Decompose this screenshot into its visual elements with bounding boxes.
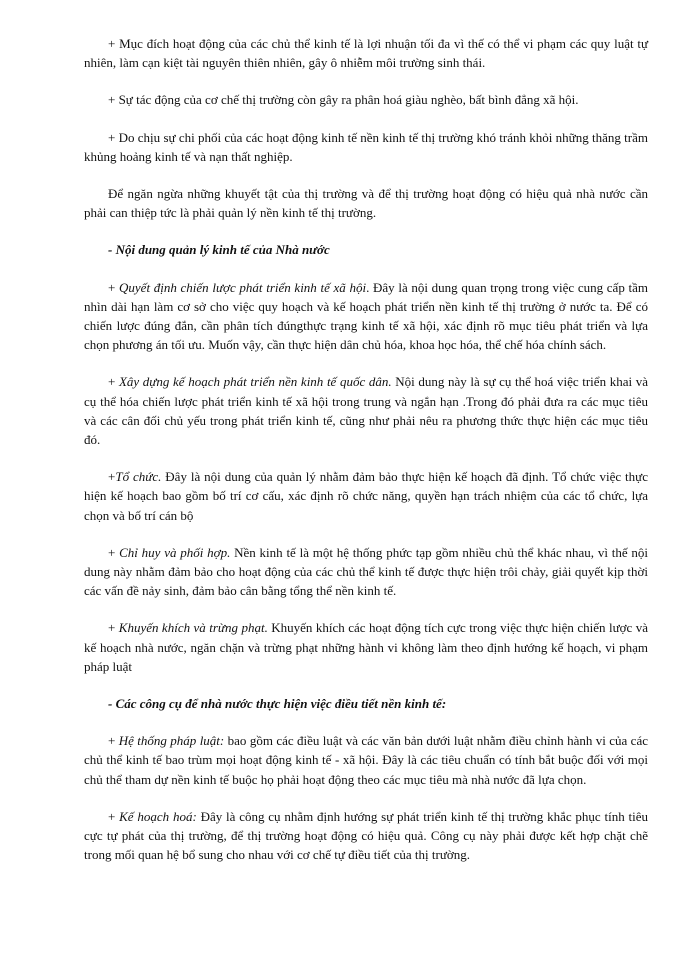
item-prefix: + bbox=[108, 808, 120, 824]
item-term: Hệ thống pháp luật: bbox=[118, 733, 225, 749]
item-text: Đây là nội dung của quản lý nhằm đảm bảo thực hiện kế hoạch đã định. Tổ chức việc thực hiện kế hoạch bao gồm bố trí cơ cấu, xác định rõ chức năng, quyền hạn trách nhiệm của các tổ chức, lựa chọn và bố trí cán bộ bbox=[84, 469, 648, 523]
section-heading-regulation-tools: - Các công cụ để nhà nước thực hiện việc điều tiết nền kinh tế: bbox=[108, 696, 447, 712]
item-organization bbox=[84, 467, 648, 525]
item-term: Khuyến khích và trừng phạt. bbox=[118, 620, 268, 636]
item-text: . Đây là nội dung quan trọng trong việc cung cấp tầm nhìn dài hạn làm cơ sở cho việc quy hoạch và kế hoạch phát triển nền kinh tế thị trường ở nước ta. Để có chiến lược đúng đắn, cần phân tích đúngthực trạng kinh tế xã hội, xác định rõ mục tiêu phát triển và lựa chọn phương án tối ưu. Muốn vậy, cần thực hiện dân chủ hóa, khoa học hóa, thể chế hóa chính sách. bbox=[84, 279, 648, 353]
paragraph-inequality: + Sự tác động của cơ chế thị trường còn gây ra phân hoá giàu nghèo, bất bình đẳng xã hội. bbox=[108, 92, 579, 108]
item-term: Quyết định chiến lược phát triển kinh tế xã hội bbox=[119, 279, 367, 295]
item-term: Tổ chức. bbox=[115, 469, 162, 485]
paragraph-crisis-unemployment: + Do chịu sự chi phối của các hoạt động kinh tế nền kinh tế thị trường khó tránh khỏi những thăng trầm khủng hoảng kinh tế và nạn thất nghiệp. bbox=[84, 129, 648, 164]
item-text: Nội dung này là sự cụ thể hoá việc triển khai và cụ thể hóa chiến lược phát triển kinh tế xã hội trong trung và ngắn hạn .Trong đó phải đưa ra các mục tiêu và các cân đối chủ yếu trong phát triển kinh tế, cũng như phải nêu ra phương thức thực hiện các mục tiêu đó. bbox=[84, 374, 648, 448]
item-reward-punishment bbox=[84, 618, 648, 676]
item-text: bao gồm các điều luật và các văn bản dưới luật nhằm điều chỉnh hành vi của các chủ thể kinh tế bao trùm mọi hoạt động kinh tế - xã hội. Đây là các tiêu chuẩn có tính bắt buộc đối với mọi chủ thể tham dự nền kinh tế buộc họ phải hoạt động theo các mục tiêu mà nhà nước đã lựa chọn. bbox=[84, 733, 648, 787]
item-prefix: + bbox=[108, 279, 120, 295]
item-strategy bbox=[84, 278, 648, 355]
item-planning bbox=[84, 372, 648, 449]
section-heading-management-content: - Nội dung quản lý kinh tế của Nhà nước bbox=[108, 242, 330, 258]
item-prefix: + bbox=[108, 544, 120, 560]
item-term: Xây dựng kế hoạch phát triển nền kinh tế quốc dân. bbox=[118, 374, 392, 390]
paragraph-state-intervention: Để ngăn ngừa những khuyết tật của thị trường và để thị trường hoạt động có hiệu quả nhà nước cần phải can thiệp tức là phải quản lý nền kinh tế thị trường. bbox=[84, 186, 648, 221]
item-economic-planning bbox=[84, 807, 648, 865]
item-legal-system bbox=[84, 731, 648, 789]
item-command-coordination bbox=[84, 543, 648, 601]
paragraph-profit-motive: + Mục đích hoạt động của các chủ thể kinh tế là lợi nhuận tối đa vì thế có thể vi phạm các quy luật tự nhiên, làm cạn kiệt tài nguyên thiên nhiên, gây ô nhiễm môi trường sinh thái. bbox=[84, 36, 648, 71]
item-text: Nền kinh tế là một hệ thống phức tạp gồm nhiều chủ thể khác nhau, vì thế nội dung này nhằm đảm bảo cho hoạt động của các chủ thể kinh tế được thực hiện trôi chảy, giải quyết kịp thời các vấn đề nảy sinh, đảm bảo cân bằng tổng thể nền kinh tế. bbox=[84, 544, 648, 599]
item-prefix: + bbox=[108, 620, 119, 636]
item-term: Chỉ huy và phối hợp. bbox=[119, 544, 231, 560]
item-term: Kế hoạch hoá: bbox=[119, 808, 197, 824]
item-prefix: + bbox=[108, 374, 119, 390]
item-text: Khuyến khích các hoạt động tích cực trong việc thực hiện chiến lược và kế hoạch nhà nước, ngăn chặn và trừng phạt những hành vi không làm theo định hướng kế hoạch, vi phạm pháp luật bbox=[84, 620, 648, 674]
item-prefix: + bbox=[108, 733, 119, 749]
item-text: Đây là công cụ nhằm định hướng sự phát triển kinh tế thị trường khắc phục tính tiêu cực tự phát của thị trường, để thị trường hoạt động có hiệu quả. Công cụ này phải được kết hợp chặt chẽ trong mối quan hệ bổ sung cho nhau với cơ chế tự điều tiết của thị trường. bbox=[84, 808, 648, 863]
item-prefix: + bbox=[108, 469, 116, 485]
